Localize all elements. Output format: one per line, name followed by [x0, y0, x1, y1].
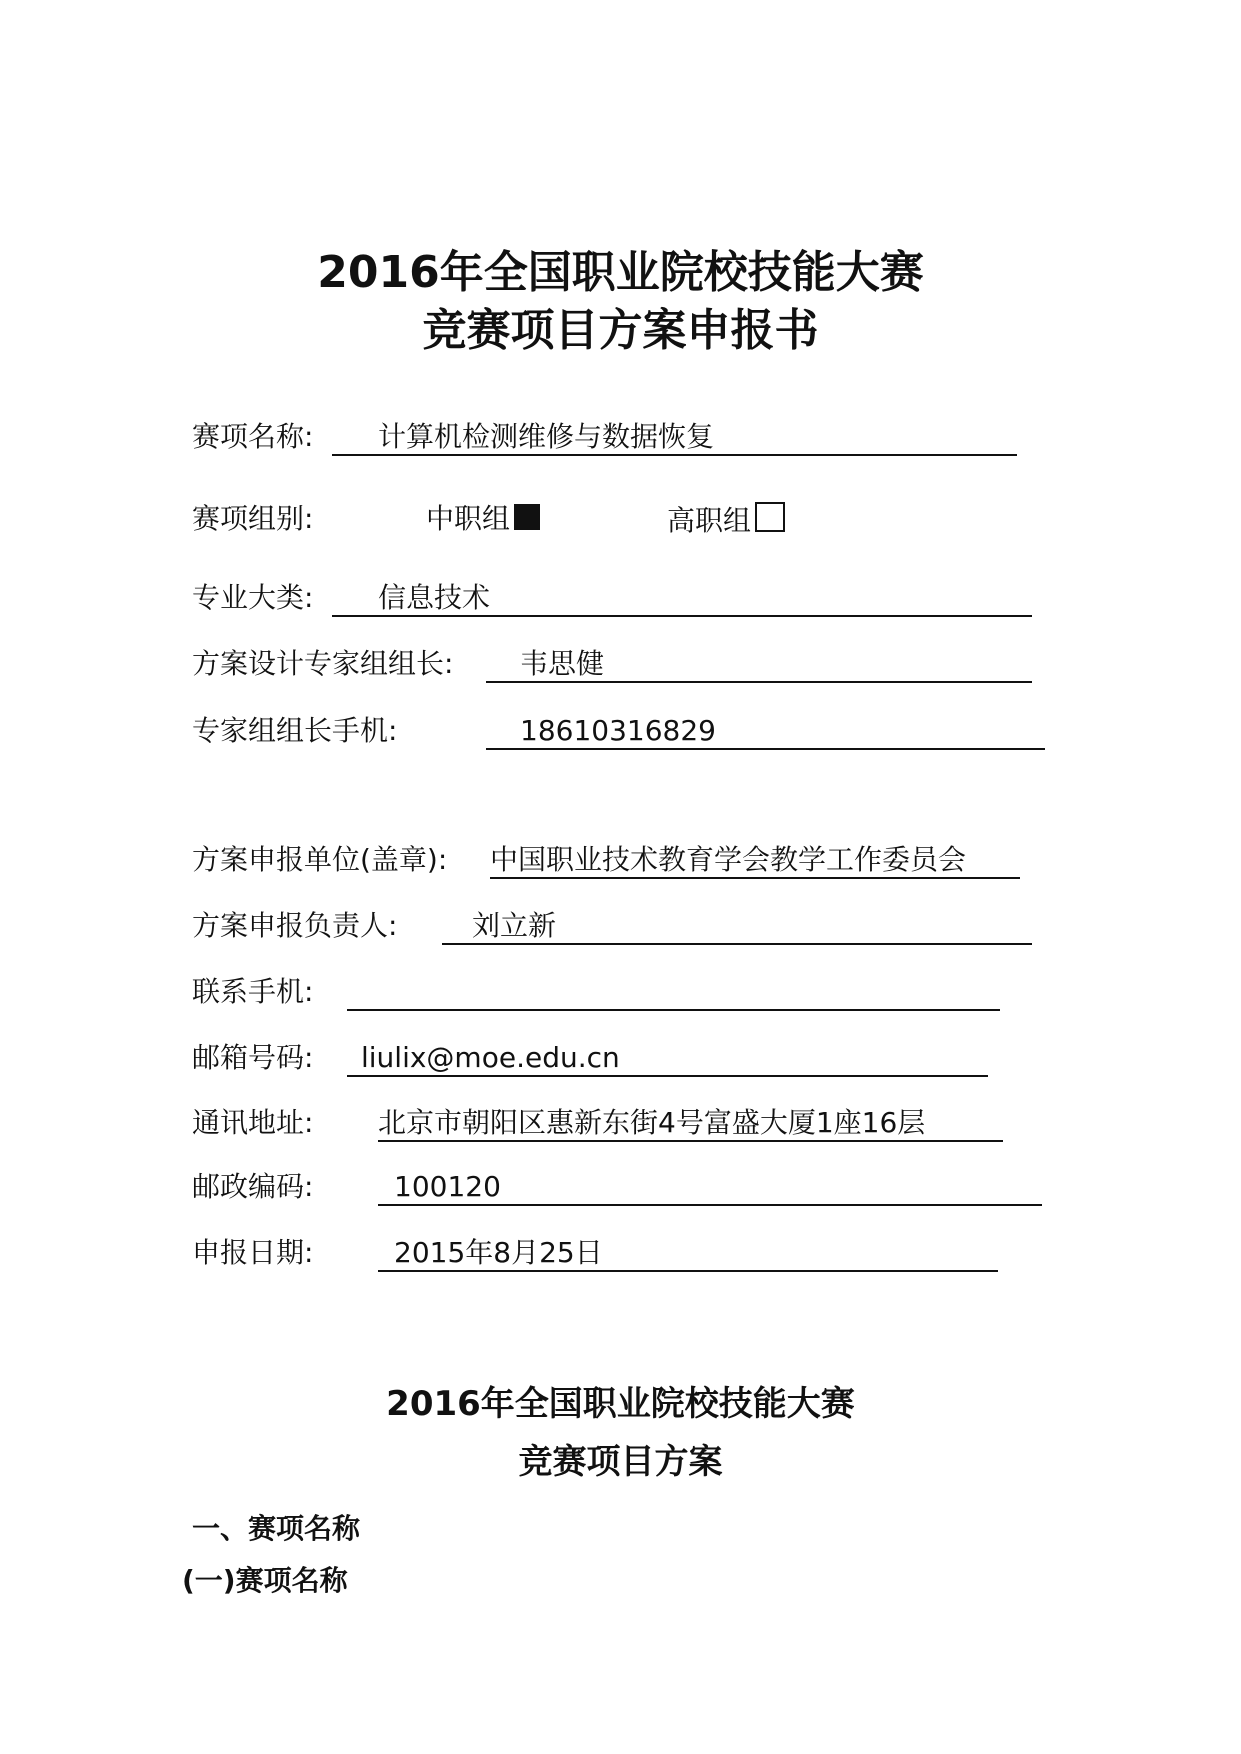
responsible-value: 刘立新	[472, 909, 557, 942]
category-label: 专业大类:	[192, 581, 314, 614]
email-label: 邮箱号码:	[192, 1041, 314, 1074]
option-higher-label: 高职组	[667, 504, 752, 537]
group-option-secondary[interactable]	[426, 502, 540, 536]
unit-label: 方案申报单位(盖章):	[192, 843, 448, 876]
cover-title-line2: 竞赛项目方案申报书	[422, 305, 819, 356]
leader-phone-label: 专家组组长手机:	[192, 714, 398, 747]
leader-label: 方案设计专家组组长:	[192, 647, 454, 680]
email-value: liulix@moe.edu.cn	[361, 1041, 620, 1074]
postcode-label: 邮政编码:	[192, 1170, 314, 1203]
postcode-field	[378, 1170, 1042, 1206]
date-value: 2015年8月25日	[394, 1236, 603, 1269]
address-field	[378, 1106, 1003, 1142]
responsible-field	[442, 909, 1032, 945]
address-value: 北京市朝阳区惠新东街4号富盛大厦1座16层	[378, 1106, 926, 1139]
phone-label: 联系手机:	[192, 975, 314, 1008]
leader-phone-value: 18610316829	[520, 714, 716, 747]
responsible-label: 方案申报负责人:	[192, 909, 398, 942]
category-field	[332, 581, 1032, 617]
phone-field	[347, 975, 1000, 1011]
date-label: 申报日期:	[192, 1236, 314, 1269]
group-option-higher[interactable]	[667, 502, 785, 538]
unit-field	[490, 843, 1020, 879]
event-name-value: 计算机检测维修与数据恢复	[378, 420, 715, 453]
group-label: 赛项组别:	[192, 502, 314, 535]
unit-value: 中国职业技术教育学会教学工作委员会	[490, 843, 967, 876]
checked-box-icon[interactable]	[514, 504, 540, 530]
event-name-label: 赛项名称:	[192, 420, 314, 453]
leader-phone-field	[486, 714, 1045, 750]
unchecked-box-icon[interactable]	[755, 502, 785, 532]
category-value: 信息技术	[378, 581, 491, 614]
section-title-line2: 竞赛项目方案	[518, 1442, 723, 1482]
cover-title-line1: 2016年全国职业院校技能大赛	[317, 247, 924, 298]
event-name-field	[332, 420, 1017, 456]
heading-1: 一、赛项名称	[192, 1512, 361, 1545]
postcode-value: 100120	[394, 1170, 501, 1203]
date-field	[378, 1236, 998, 1272]
email-field	[347, 1041, 988, 1077]
leader-value: 韦思健	[520, 647, 605, 680]
address-label: 通讯地址:	[192, 1106, 314, 1139]
leader-field	[486, 647, 1032, 683]
option-secondary-label: 中职组	[426, 502, 511, 535]
section-title-line1: 2016年全国职业院校技能大赛	[386, 1384, 855, 1424]
heading-1-1: (一)赛项名称	[182, 1564, 348, 1597]
